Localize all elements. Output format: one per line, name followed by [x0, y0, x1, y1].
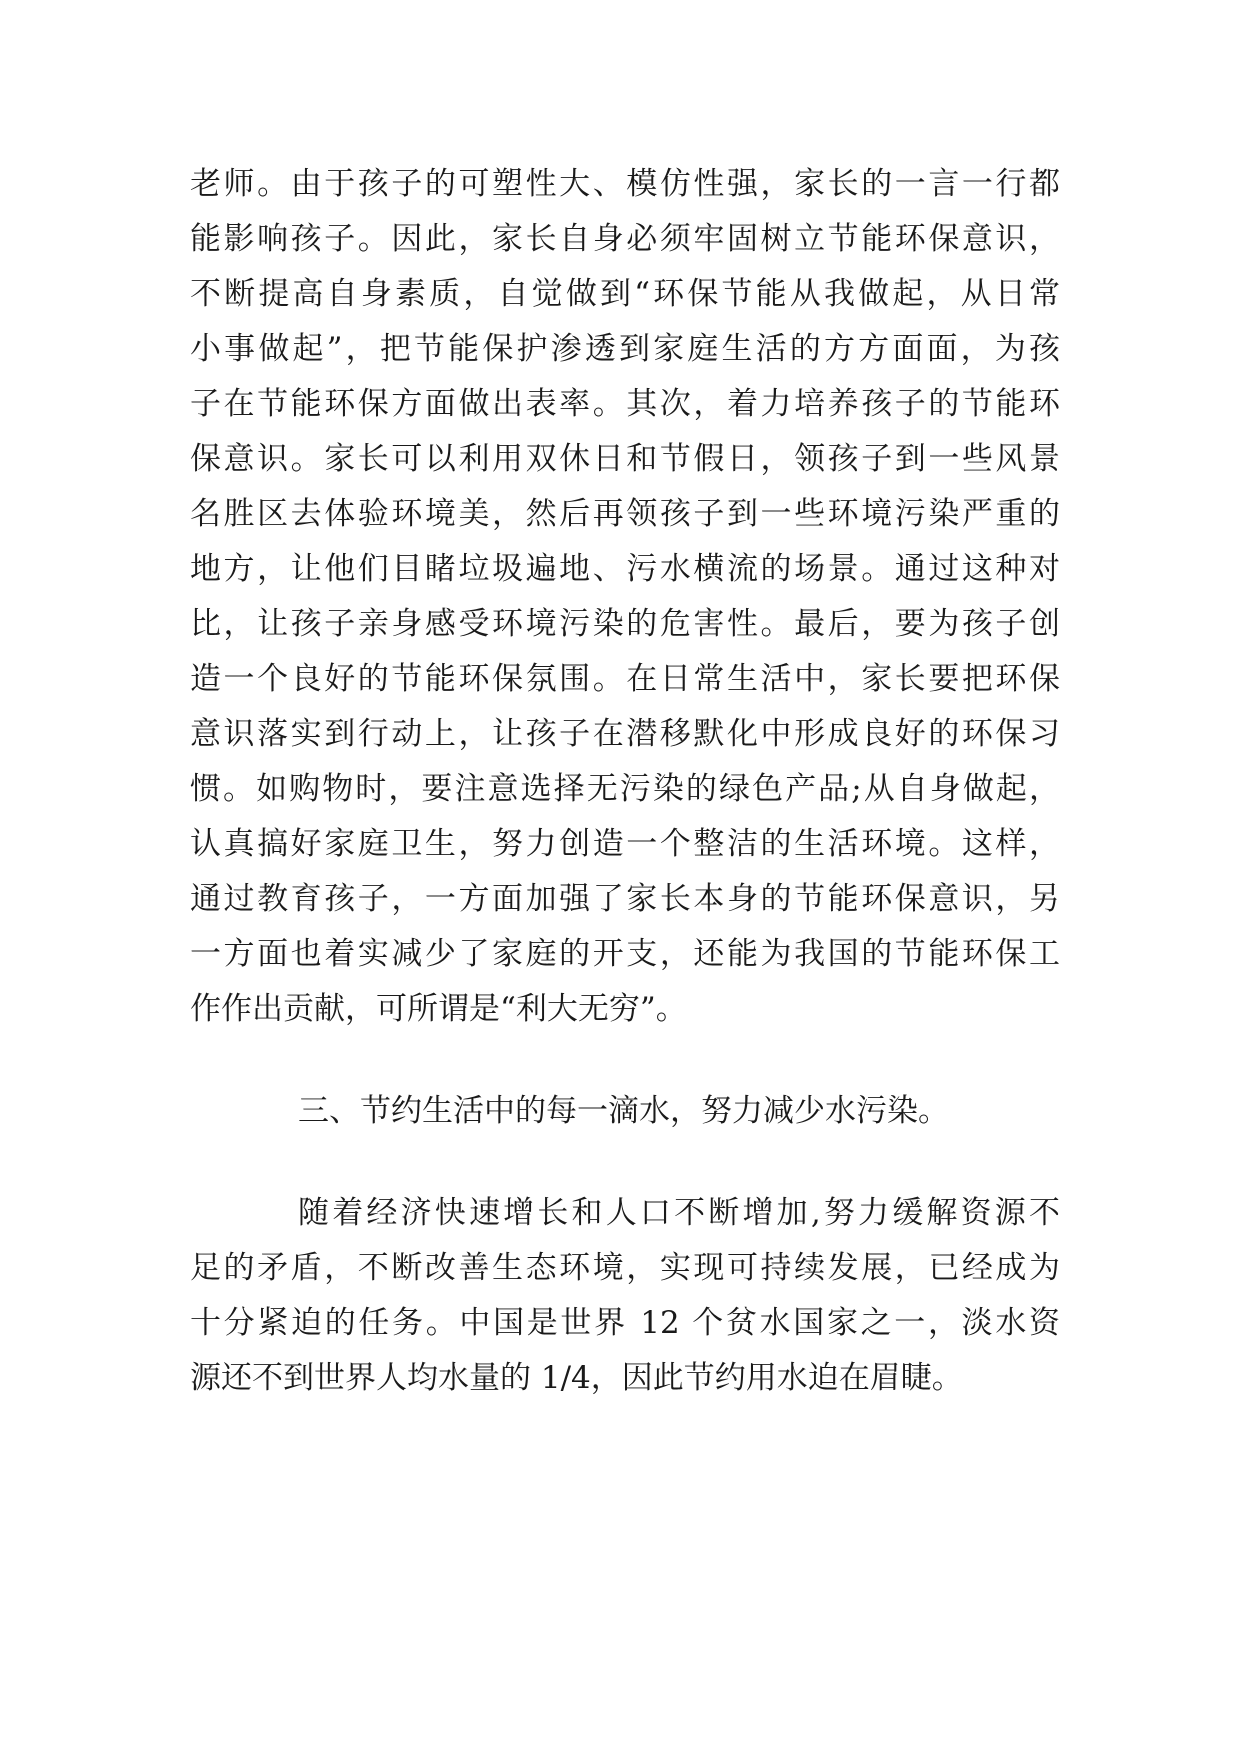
paragraph-line: 意识落实到行动上，让孩子在潜移默化中形成良好的环保习 — [190, 716, 1060, 752]
paragraph-line: 惯。如购物时，要注意选择无污染的绿色产品;从自身做起， — [190, 771, 1060, 807]
paragraph-line: 足的矛盾，不断改善生态环境，实现可持续发展，已经成为 — [190, 1250, 1060, 1286]
paragraph-line: 名胜区去体验环境美，然后再领孩子到一些环境污染严重的 — [190, 496, 1060, 532]
paragraph-line: 比，让孩子亲身感受环境污染的危害性。最后，要为孩子创 — [190, 606, 1060, 642]
paragraph-line: 认真搞好家庭卫生，努力创造一个整洁的生活环境。这样， — [190, 826, 1060, 862]
paragraph-line: 小事做起”，把节能保护渗透到家庭生活的方方面面，为孩 — [190, 331, 1060, 367]
paragraph-line: 地方，让他们目睹垃圾遍地、污水横流的场景。通过这种对 — [190, 551, 1060, 587]
paragraph-line: 随着经济快速增长和人口不断增加,努力缓解资源不 — [298, 1195, 1060, 1231]
paragraph-line: 造一个良好的节能环保氛围。在日常生活中，家长要把环保 — [190, 661, 1060, 697]
paragraph-line: 能影响孩子。因此，家长自身必须牢固树立节能环保意识， — [190, 221, 1060, 257]
paragraph-line: 通过教育孩子，一方面加强了家长本身的节能环保意识，另 — [190, 881, 1060, 917]
paragraph-line: 作作出贡献，可所谓是“利大无穷”。 — [190, 991, 687, 1027]
paragraph-line: 不断提高自身素质，自觉做到“环保节能从我做起，从日常 — [190, 276, 1060, 312]
paragraph-line: 源还不到世界人均水量的 1/4，因此节约用水迫在眉睫。 — [190, 1360, 963, 1396]
section-heading: 三、节约生活中的每一滴水，努力减少水污染。 — [298, 1093, 949, 1129]
paragraph-line: 一方面也着实减少了家庭的开支，还能为我国的节能环保工 — [190, 936, 1060, 972]
paragraph-line: 保意识。家长可以利用双休日和节假日，领孩子到一些风景 — [190, 441, 1060, 477]
paragraph-line: 子在节能环保方面做出表率。其次，着力培养孩子的节能环 — [190, 386, 1060, 422]
paragraph-line: 十分紧迫的任务。中国是世界 12 个贫水国家之一，淡水资 — [190, 1305, 1060, 1341]
paragraph-line: 老师。由于孩子的可塑性大、模仿性强，家长的一言一行都 — [190, 166, 1060, 202]
